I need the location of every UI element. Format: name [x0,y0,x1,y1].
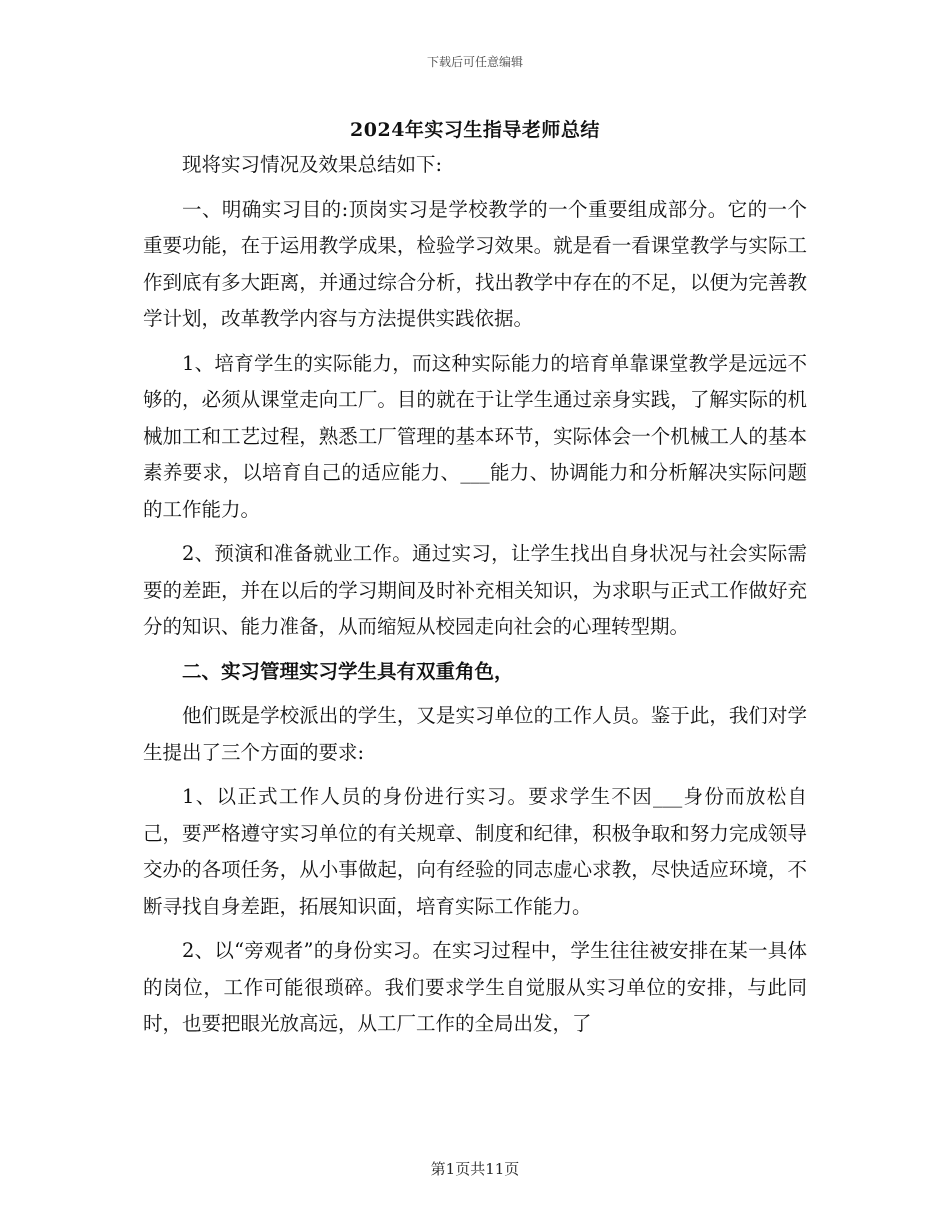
document-body [143,147,807,1051]
paragraph-item-1: 1、培育学生的实际能力，而这种实际能力的培育单靠课堂教学是远远不够的，必须从课堂走向工厂。目的就在于让学生通过亲身实践，了解实际的机械加工和工艺过程，熟悉工厂管理的基本环节，实际体会一个机械工人的基本素养要求，以培育自己的适应能力、___能力、协调能力和分析解决实际问题的工作能力。 [143,351,807,521]
paragraph-requirement-2: 2、以“旁观者”的身份实习。在实习过程中，学生往往被安排在某一具体的岗位，工作可能很琐碎。我们要求学生自觉服从实习单位的安排，与此同时，也要把眼光放高远，从工厂工作的全局出发，了 [143,939,807,1035]
paragraph-intro: 现将实习情况及效果总结如下: [182,153,443,176]
page-number-footer: 第1页共11页 [430,1160,520,1178]
paragraph-section-one: 一、明确实习目的:顶岗实习是学校教学的一个重要组成部分。它的一个重要功能，在于运用教学成果，检验学习效果。就是看一看课堂教学与实际工作到底有多大距离，并通过综合分析，找出教学中存在的不足，以便为完善教学计划，改革教学内容与方法提供实践依据。 [143,197,807,330]
paragraph-item-2: 2、预演和准备就业工作。通过实习，让学生找出自身状况与社会实际需要的差距，并在以后的学习期间及时补充相关知识，为求职与正式工作做好充分的知识、能力准备，从而缩短从校园走向社会的心理转型期。 [143,542,807,638]
document-title: 2024年实习生指导老师总结 [350,119,600,141]
paragraph-section-two-intro: 他们既是学校派出的学生，又是实习单位的工作人员。鉴于此，我们对学生提出了三个方面的要求: [143,704,807,764]
header-note: 下载后可任意编辑 [426,55,523,69]
section-heading-two: 二、实习管理实习学生具有双重角色， [182,659,514,683]
paragraph-requirement-1: 1、以正式工作人员的身份进行实习。要求学生不因___身份而放松自己，要严格遵守实习单位的有关规章、制度和纪律，积极争取和努力完成领导交办的各项任务，从小事做起，向有经验的同志虚心求教，尽快适应环境，不断寻找自身差距，拓展知识面，培育实际工作能力。 [143,785,807,918]
